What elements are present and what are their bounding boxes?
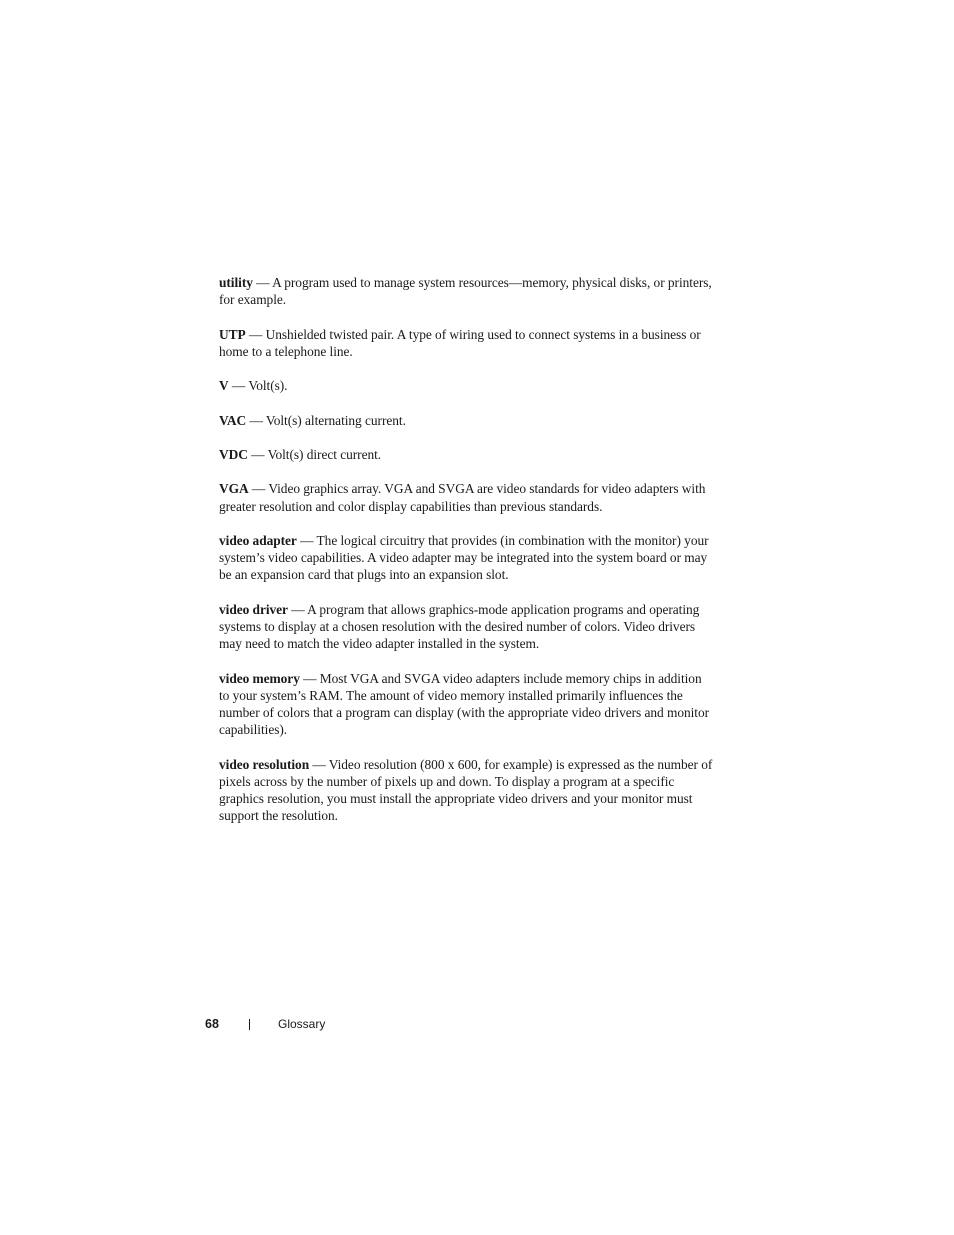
glossary-entry-vdc [219, 446, 715, 463]
term-separator: — [246, 412, 266, 428]
glossary-entry-video-adapter [219, 532, 715, 584]
glossary-definition: Video graphics array. VGA and SVGA are video standards for video adapters with greater resolution and color display capabilities than previous standards. [219, 481, 706, 514]
term-separator: — [299, 670, 320, 686]
glossary-entry-video-memory [219, 670, 715, 739]
term-separator: — [247, 446, 268, 462]
term-separator: — [248, 481, 269, 497]
glossary-entry-utility [219, 274, 715, 308]
glossary-entry-vga [219, 480, 715, 514]
glossary-term: VAC [219, 412, 247, 428]
glossary-content [219, 274, 715, 842]
term-separator: — [287, 601, 308, 617]
glossary-term: VGA [219, 481, 249, 497]
glossary-definition: Volt(s) direct current. [267, 446, 382, 462]
glossary-term: video driver [219, 601, 288, 617]
glossary-definition: Video resolution (800 x 600, for example) is expressed as the number of pixels across by the number of pixels up and down. To display a program at a specific graphics resolution, you must install the appropriate video drivers and your monitor must support the resolution. [219, 756, 713, 824]
footer-divider [249, 1019, 250, 1030]
term-separator: — [296, 532, 317, 548]
glossary-definition: Unshielded twisted pair. A type of wiring used to connect systems in a business or home to a telephone line. [219, 326, 701, 359]
glossary-definition: Volt(s) alternating current. [265, 412, 406, 428]
term-separator: — [309, 756, 329, 772]
footer-section-title: Glossary [278, 1017, 326, 1031]
glossary-definition: Volt(s). [248, 378, 288, 394]
glossary-term: utility [219, 275, 253, 290]
glossary-entry-utp [219, 326, 715, 360]
glossary-term: video resolution [219, 756, 310, 772]
page-number: 68 [205, 1017, 219, 1031]
glossary-entry-video-driver [219, 601, 715, 653]
glossary-entry-v [219, 377, 715, 394]
glossary-definition: A program used to manage system resources—memory, physical disks, or printers, for example. [219, 275, 712, 308]
glossary-definition: A program that allows graphics-mode application programs and operating systems to display at a chosen resolution with the desired number of colors. Video drivers may need to match the video adapter installed in the system. [219, 601, 700, 652]
term-separator: — [228, 378, 249, 394]
term-separator: — [245, 326, 266, 342]
glossary-definition: Most VGA and SVGA video adapters include memory chips in addition to your system’s RAM. The amount of video memory installed primarily influences the number of colors that a program can display (with the appropriate video drivers and monitor capabilities). [219, 670, 710, 738]
glossary-definition: The logical circuitry that provides (in combination with the monitor) your system’s video capabilities. A video adapter may be integrated into the system board or may be an expansion card that plugs into an expansion slot. [219, 532, 709, 583]
glossary-term: video adapter [219, 532, 297, 548]
glossary-term: VDC [219, 446, 248, 462]
glossary-entry-vac [219, 412, 715, 429]
glossary-term: video memory [219, 670, 300, 686]
term-separator: — [252, 275, 273, 290]
glossary-term: V [219, 378, 229, 394]
glossary-entry-video-resolution [219, 756, 715, 825]
glossary-term: UTP [219, 326, 246, 342]
